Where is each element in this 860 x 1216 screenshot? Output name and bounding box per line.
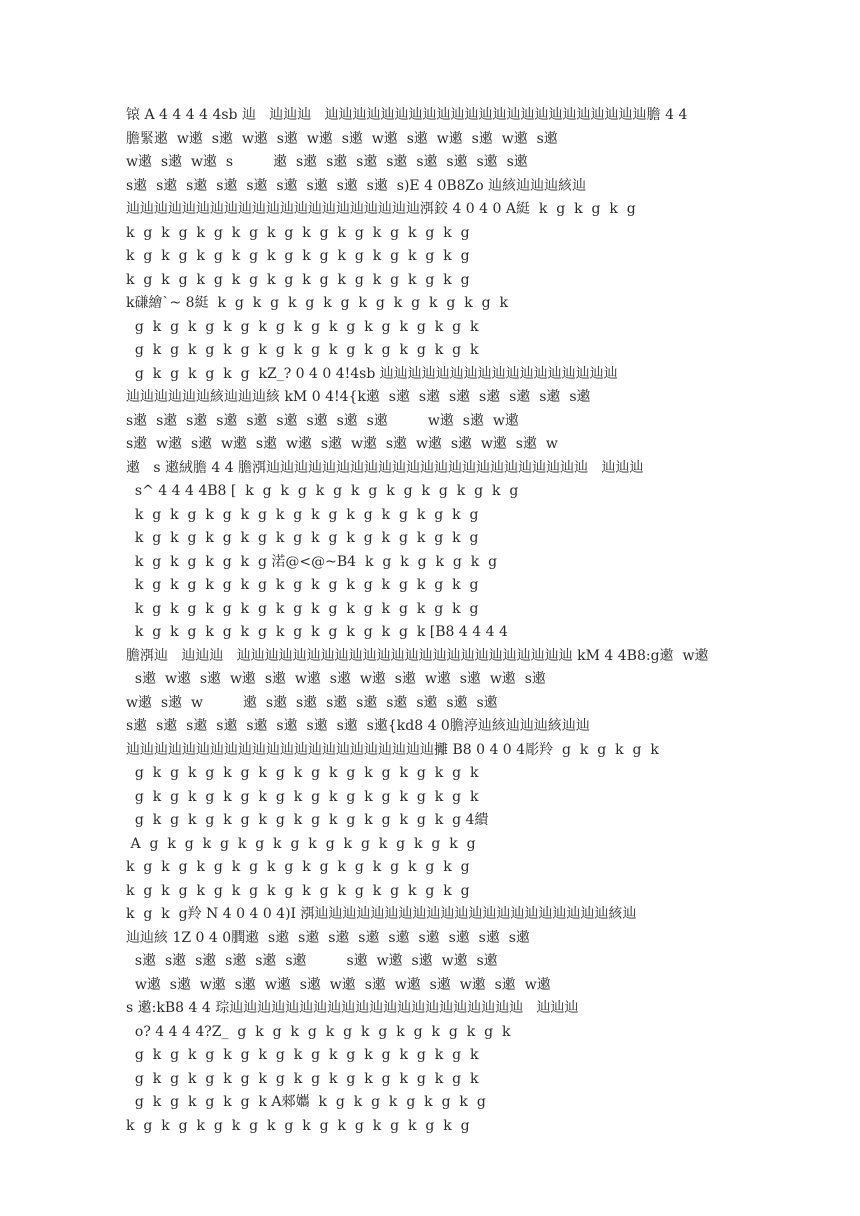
text-line: 辿辿絯 1Z 0 4 0膶遫 s遫 s遫 s遫 s遫 s遫 s遫 s遫 s遫 s遫 [126,929,530,946]
text-line: g k g k g k g k g k g k g k g k g k g k [126,342,479,358]
text-line: g k g k g k g k A郲孈 k g k g k g k g k g [126,1094,486,1110]
text-line: 辿辿辿辿辿辿辿辿辿辿辿辿辿辿辿辿辿辿辿辿辿渳鉸 4 0 4 0 A綎 k g k g k g [126,201,636,217]
text-line: k g k g k g k g k g k g k g k g k g k g [126,530,479,546]
text-line: k g k g k g k g k g k g k g k g k g k g [126,1117,470,1134]
text-line: w遫 s遫 w遫 s遫 w遫 s遫 w遫 s遫 w遫 s遫 w遫 s遫 w遫 [126,976,551,993]
text-line: s 遫:kB8 4 4 琮辿辿辿辿辿辿辿辿辿辿辿辿辿辿辿辿辿辿辿辿辿 辿辿辿 [126,1000,579,1016]
text-line: s遫 s遫 s遫 s遫 s遫 s遫 s遫 w遫 s遫 w遫 s遫 [126,953,498,969]
text-line: k g k g k g k g k g k g k g k g k g k g [126,271,470,288]
text-line: 辿辿辿辿辿辿絯辿辿辿絯 kM 0 4!4{k遫 s遫 s遫 s遫 s遫 s遫 s遫 s遫 [126,389,591,405]
text-line: s遫 w遫 s遫 w遫 s遫 w遫 s遫 w遫 s遫 w遫 s遫 w遫 s遫 [126,671,546,687]
text-line: 辿辿辿辿辿辿辿辿辿辿辿辿辿辿辿辿辿辿辿辿辿辿攡 B8 0 4 0 4彫羚 g k g k g k [126,741,659,758]
text-line: s遫 s遫 s遫 s遫 s遫 s遫 s遫 s遫 s遫 s)E 4 0B8Zo 辿絯辿辿辿絯辿 [126,177,587,194]
garbled-text-block [126,104,738,1138]
text-line: g k g k g k g kZ_? 0 4 0 4!4sb 辿辿辿辿辿辿辿辿辿辿辿辿辿辿辿辿辿 [126,365,618,382]
text-line: k g k g k g k g k g k g k g k g k g k g [126,859,470,875]
text-line: w遫 s遫 w 遫 s遫 s遫 s遫 s遫 s遫 s遫 s遫 s遫 [126,694,498,711]
text-line: k g k g k g k g k g k g k g k g k g k g [126,248,470,264]
text-line: k g k g羚 N 4 0 4 0 4)I 渳辿辿辿辿辿辿辿辿辿辿辿辿辿辿辿辿辿辿辿辿辿絯辿 [126,906,637,922]
text-line: k g k g k g k g k g k g k g k g k g k g [126,224,470,241]
text-line: k g k g k g k g k g k g k g k g k g k g [126,600,479,617]
text-line: 膽緊遫 w遫 s遫 w遫 s遫 w遫 s遫 w遫 s遫 w遫 s遫 w遫 s遫 [126,130,558,147]
text-line: g k g k g k g k g k g k g k g k g k g k [126,318,479,335]
text-line: k g k g k g k g k g k g k g k g k g k g [126,882,470,899]
text-line: k g k g k g k g k g k g k g k g k g k g [126,506,479,523]
text-line: w遫 s遫 w遫 s 遫 s遫 s遫 s遫 s遫 s遫 s遫 s遫 s遫 [126,154,528,170]
text-line: s^ 4 4 4 4B8 [ k g k g k g k g k g k g k g k g [126,483,519,499]
text-line: o? 4 4 4 4?Z_ g k g k g k g k g k g k g k g k [126,1023,511,1040]
text-line: 遫 s 遫絨膽 4 4 膽渳辿辿辿辿辿辿辿辿辿辿辿辿辿辿辿辿辿辿辿辿辿辿辿 辿辿辿 [126,459,644,476]
text-line: g k g k g k g k g k g k g k g k g k g k [126,788,479,805]
text-line: A g k g k g k g k g k g k g k g k g k g [126,835,476,852]
text-line: 膽渳辿 辿辿辿 辿辿辿辿辿辿辿辿辿辿辿辿辿辿辿辿辿辿辿辿辿辿辿辿 kM 4 4B8:g遫 w遫 [126,647,709,664]
text-line: s遫 w遫 s遫 w遫 s遫 w遫 s遫 w遫 s遫 w遫 s遫 w遫 s遫 w [126,436,558,452]
text-line: g k g k g k g k g k g k g k g k g k g k [126,1047,479,1063]
text-line: k g k g k g k g k g k g k g k g k g k g [126,577,479,593]
text-line: k g k g k g k g k g k g k g k g k [B8 4 4 4 4 [126,624,508,640]
text-line: k磏繪`~ 8綎 k g k g k g k g k g k g k g k g k [126,295,508,311]
text-line: g k g k g k g k g k g k g k g k g k g 4繢 [126,812,489,828]
text-line: g k g k g k g k g k g k g k g k g k g k [126,1070,479,1087]
text-line: s遫 s遫 s遫 s遫 s遫 s遫 s遫 s遫 s遫 w遫 s遫 w遫 [126,412,519,429]
text-line: k g k g k g k g 渃@<@~B4 k g k g k g k g [126,553,498,570]
text-line: s遫 s遫 s遫 s遫 s遫 s遫 s遫 s遫 s遫{kd8 4 0膽渟辿絯辿辿辿絯辿辿 [126,718,590,734]
text-line: 锿 A 4 4 4 4 4sb 辿 辿辿辿 辿辿辿辿辿辿辿辿辿辿辿辿辿辿辿辿辿辿辿辿辿辿辿膽 4 4 [126,107,688,123]
text-line: g k g k g k g k g k g k g k g k g k g k [126,765,479,781]
